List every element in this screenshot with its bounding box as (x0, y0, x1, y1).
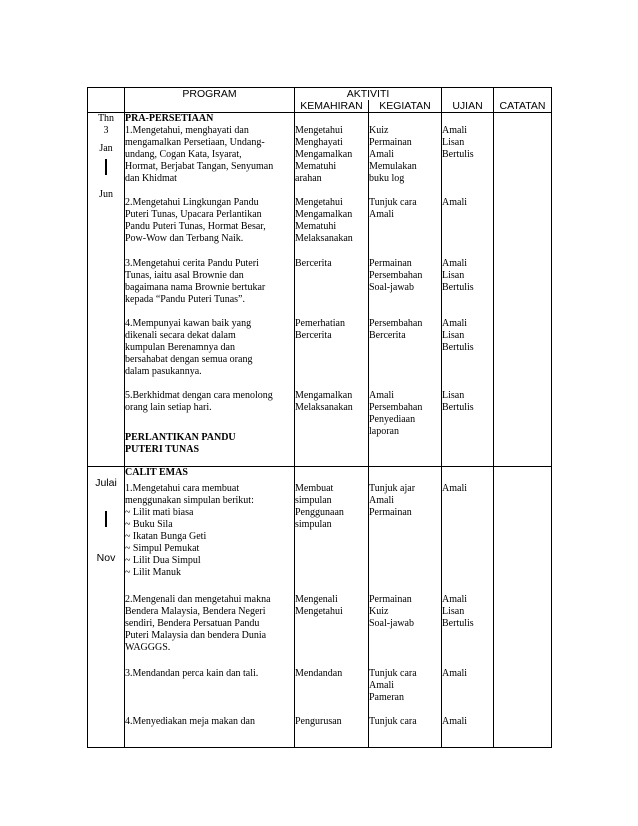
time-header-cell (88, 88, 125, 113)
section-footer-title: PERLANTIKAN PANDU PUTERI TUNAS (125, 432, 236, 455)
range-bar (105, 159, 107, 175)
kegiatan-cell: Kuiz Permainan Amali Memulakan buku log Tunjuk cara Amali Permainan Persembahan Soal-jawab Persembahan Bercerita Amali Persembahan Penyediaan laporan (369, 113, 442, 467)
section-pra-persetiaan (88, 113, 552, 467)
program-header: PROGRAM (125, 88, 295, 113)
catatan-cell (494, 113, 552, 467)
ujian-cell: Amali Lisan Bertulis Amali Amali Lisan Bertulis Amali Lisan Bertulis Lisan Bertulis (442, 113, 494, 467)
program-item-1: 1.Mengetahui cara membuat menggunakan simpulan berikut: ~ Lilit mati biasa ~ Buku Sila ~ Ikatan Bunga Geti ~ Simpul Pemukat ~ Lilit Dua Simpul ~ Lilit Manuk (125, 483, 254, 578)
time-label: Thn (97, 113, 115, 124)
program-item-5: 5.Berkhidmat dengan cara menolong orang lain setiap hari. (125, 390, 273, 413)
kemahiran-cell: Mengetahui Menghayati Mengamalkan Mematuhi arahan Mengetahui Mengamalkan Mematuhi Melaksanakan Bercerita Pemerhatian Bercerita Mengamalkan Melaksanakan (295, 113, 369, 467)
kemahiran-cell: Membuat simpulan Penggunaan simpulan Mengenali Mengetahui Mendandan Pengurusan (295, 467, 369, 748)
program-item-4: 4.Menyediakan meja makan dan (125, 716, 255, 727)
program-item-3: 3.Mendandan perca kain dan tali. (125, 668, 259, 679)
section-title: CALIT EMAS (125, 467, 188, 478)
program-item-3: 3.Mengetahui cerita Pandu Puteri Tunas, iaitu asal Brownie dan bagaimana nama Brownie bertukar kepada “Pandu Puteri Tunas”. (125, 258, 266, 305)
kemahiran-header: KEMAHIRAN (295, 100, 369, 113)
time-label: Jan (99, 143, 113, 154)
time-label: Nov (96, 552, 116, 564)
time-cell (88, 467, 125, 748)
program-item-2: 2.Mengenali dan mengetahui makna Bendera Malaysia, Bendera Negeri sendiri, Bendera Persatuan Pandu Puteri Malaysia dan bendera Dunia WAGGGS. (125, 594, 271, 653)
time-label: Jun (99, 189, 113, 200)
program-table (87, 87, 552, 748)
program-item-4: 4.Mempunyai kawan baik yang dikenali secara dekat dalam kumpulan Berenamnya dan bersahabat dengan semua orang dalam pasukannya. (125, 318, 253, 377)
time-label: Julai (95, 477, 117, 489)
ujian-header: UJIAN (442, 88, 494, 113)
range-bar (105, 511, 107, 527)
ujian-cell: Amali Amali Lisan Bertulis Amali Amali (442, 467, 494, 748)
program-cell (125, 467, 295, 748)
section-calit-emas (88, 467, 552, 748)
catatan-header: CATATAN (494, 88, 552, 113)
program-item-2: 2.Mengetahui Lingkungan Pandu Puteri Tunas, Upacara Perlantikan Pandu Puteri Tunas, Hormat Besar, Pow-Wow dan Terbang Naik. (125, 197, 266, 244)
kegiatan-header: KEGIATAN (369, 100, 442, 113)
kegiatan-cell: Tunjuk ajar Amali Permainan Permainan Kuiz Soal-jawab Tunjuk cara Amali Pameran Tunjuk cara (369, 467, 442, 748)
section-title: PRA-PERSETIAAN (125, 113, 214, 124)
aktiviti-header: AKTIVITI (295, 88, 442, 101)
time-cell (88, 113, 125, 467)
program-cell (125, 113, 295, 467)
time-label: 3 (103, 125, 109, 136)
catatan-cell (494, 467, 552, 748)
program-item-1: 1.Mengetahui, menghayati dan mengamalkan Persetiaan, Undang- undang, Cogan Kata, Isyarat, Hormat, Berjabat Tangan, Senyuman dan Khidmat (125, 125, 274, 184)
